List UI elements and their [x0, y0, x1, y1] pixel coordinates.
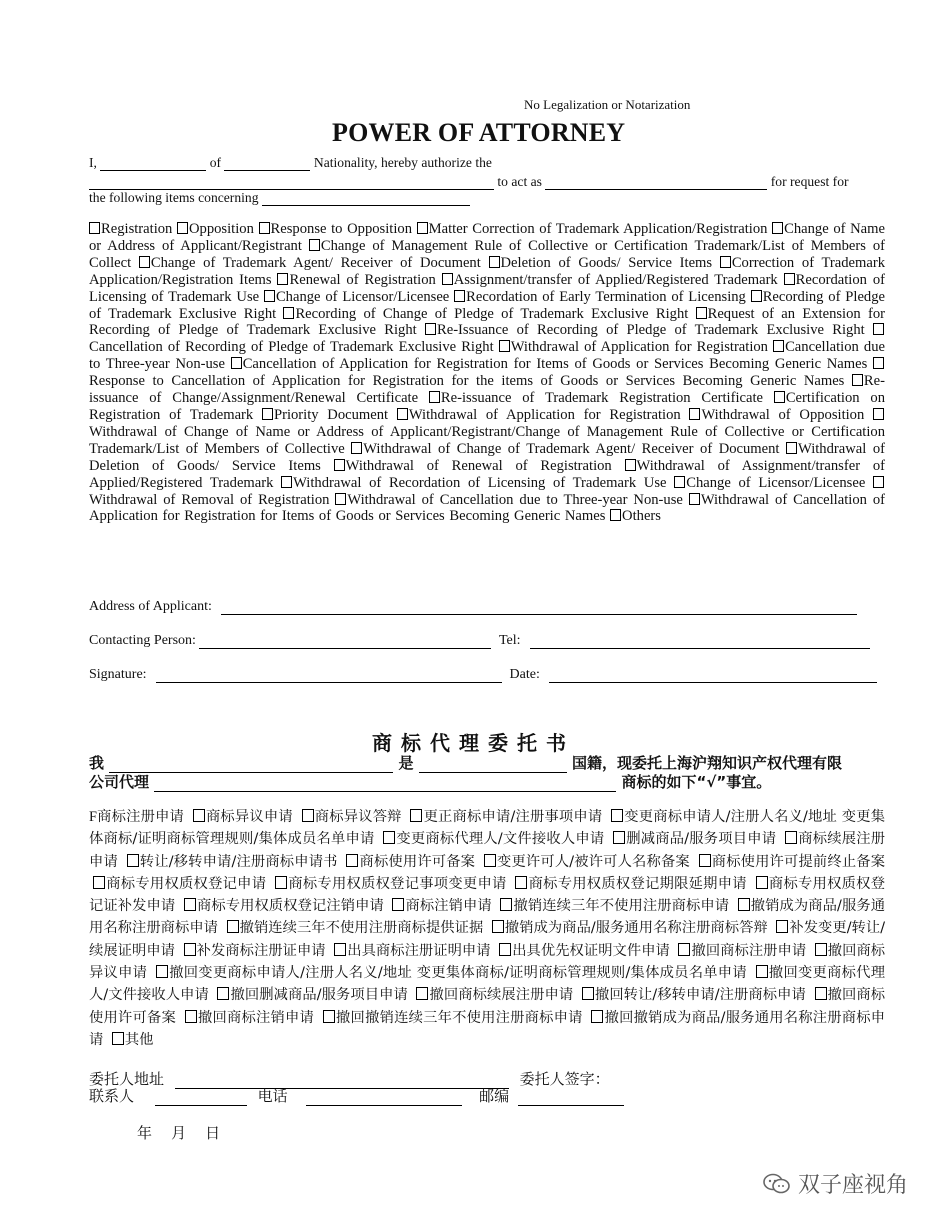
- en-checklist-label: Recordation of Early Termination of Licensing: [466, 288, 746, 305]
- cn-checklist-item: [330, 943, 490, 959]
- address-row: [89, 599, 857, 615]
- cn-checklist-label: 商标注销申请: [405, 898, 492, 915]
- watermark: [762, 1168, 908, 1199]
- following-items-label: the following items concerning: [89, 190, 259, 205]
- en-checklist-item: [442, 272, 778, 288]
- intro-line-2: [89, 174, 849, 190]
- cn-checklist-item: [298, 809, 402, 825]
- checkbox[interactable]: [815, 987, 827, 1000]
- checkbox[interactable]: [696, 307, 707, 319]
- cn-wo-label: 我: [89, 754, 105, 772]
- cn-checklist-label: 商标异议答辩: [314, 809, 402, 825]
- cn-checklist-label: 商标使用许可提前终止备案: [711, 853, 886, 870]
- en-checklist-label: Matter Correction of Trademark Application/Registration: [428, 221, 768, 237]
- cn-checklist-label: 撤销成为商品/服务通用名称注册商标申请: [89, 898, 886, 937]
- checkbox[interactable]: [392, 898, 404, 911]
- contact-row: [89, 633, 870, 649]
- checkbox[interactable]: [873, 476, 884, 488]
- cn-checklist-label: 撤回商标注销申请: [197, 1009, 315, 1026]
- en-checklist-label: Withdrawal of Recordation of Licensing of Trademark Use: [293, 474, 667, 491]
- checkbox[interactable]: [429, 391, 440, 403]
- cn-checklist-label: 商标专用权质权登记期限延期申请: [528, 875, 747, 892]
- en-checklist-item: [454, 289, 746, 305]
- checkbox[interactable]: [442, 273, 453, 285]
- tel-field[interactable]: [530, 634, 870, 649]
- en-checklist-label: Withdrawal of Removal of Registration: [89, 491, 330, 508]
- checkbox[interactable]: [756, 965, 768, 978]
- checkbox[interactable]: [281, 476, 292, 488]
- intro-line-1: [89, 155, 492, 171]
- cn-checklist-label: 变更商标申请人/注册人名义/地址 变更集体商标/证明商标管理规则/集体成员名单申请: [89, 809, 886, 848]
- checkbox[interactable]: [776, 920, 788, 933]
- checkbox[interactable]: [773, 340, 784, 352]
- checkbox[interactable]: [351, 442, 362, 454]
- checkbox[interactable]: [689, 408, 700, 420]
- cn-checklist-label: 商标专用权质权登记事项变更申请: [288, 875, 507, 892]
- cn-intro-line-2: [89, 771, 771, 792]
- legalization-notice: No Legalization or Notarization: [524, 97, 691, 112]
- for-request-label: for request for: [770, 174, 849, 189]
- en-checklist-label: Others: [622, 508, 661, 525]
- checkbox[interactable]: [302, 809, 314, 822]
- en-checklist-item: [262, 407, 388, 423]
- en-checklist-item: [397, 407, 681, 423]
- checkbox[interactable]: [489, 256, 500, 268]
- cn-checklist-label: 撤回变更商标申请人/注册人名义/地址 变更集体商标/证明商标管理规则/集体成员名单申请: [168, 965, 747, 982]
- en-checklist-item: [264, 289, 449, 305]
- checkbox[interactable]: [397, 408, 408, 420]
- checkbox[interactable]: [815, 943, 827, 956]
- cn-checklist-label: 出具商标注册证明申请: [347, 942, 491, 959]
- checkbox[interactable]: [231, 357, 242, 369]
- address-label: Address of Applicant:: [89, 599, 212, 614]
- en-checklist-label: Re-issuance of Trademark Registration Certificate: [440, 390, 763, 407]
- concerning-blank[interactable]: [262, 191, 470, 206]
- checkbox[interactable]: [873, 357, 884, 369]
- checkbox[interactable]: [785, 831, 797, 844]
- cn-checklist-label: 撤回撤销连续三年不使用注册商标申请: [335, 1009, 583, 1026]
- cn-checklist-label: 撤回商标续展注册申请: [429, 987, 574, 1004]
- checkbox[interactable]: [346, 854, 358, 867]
- cn-sign-label: 委托人签字：: [519, 1070, 610, 1088]
- en-checklist-label: Priority Document: [273, 406, 389, 423]
- checkbox[interactable]: [738, 898, 750, 911]
- nationality-text: Nationality, hereby authorize the: [313, 155, 492, 170]
- cn-checklist-label: 撤回转让/移转申请/注册商标申请: [594, 987, 806, 1004]
- en-checklist-label: Correction of Trademark Application/Registration Items: [89, 254, 886, 288]
- cn-trademark-blank[interactable]: [154, 777, 616, 792]
- cn-date-line: 年 月 日: [137, 1124, 221, 1142]
- en-checklist-item: [283, 306, 688, 322]
- checkbox[interactable]: [515, 876, 527, 889]
- cn-checklist-label: 撤销连续三年不使用注册商标申请: [513, 898, 730, 915]
- cn-document-title: 商标代理委托书: [372, 731, 575, 755]
- cn-contact-field[interactable]: [155, 1091, 247, 1106]
- cn-checklist-item: [180, 898, 384, 914]
- cn-checklist-label: 变更商标代理人/文件接收人申请: [396, 831, 605, 848]
- cn-checklist-item: [388, 898, 491, 914]
- cn-checklist-label: 撤回删减商品/服务项目申请: [230, 987, 408, 1004]
- cn-shi-label: 是: [398, 754, 414, 772]
- cn-checklist-label: 撤回撤销成为商品/服务通用名称注册商标申请: [89, 1009, 886, 1048]
- cn-checklist-item: [319, 1010, 583, 1026]
- checkbox[interactable]: [416, 987, 428, 1000]
- cn-contact-label: 联系人: [89, 1087, 135, 1105]
- checkbox[interactable]: [784, 273, 795, 285]
- checkbox[interactable]: [873, 323, 884, 335]
- en-checklist-item: [689, 407, 864, 423]
- cn-checklist-item: [578, 987, 806, 1003]
- en-checklist-item: [89, 221, 172, 237]
- cn-checklist-label: 补发变更/转让/续展证明申请: [89, 920, 886, 959]
- checkbox[interactable]: [499, 340, 510, 352]
- en-checklist-label: Withdrawal of Change of Name or Address of Applicant/Registrant/Change of Management Rule of Collective or Certification Trademark/List of Members of Collective: [89, 423, 885, 457]
- name-blank[interactable]: [100, 156, 206, 171]
- en-checklist-label: Cancellation of Application for Registration for Items of Goods or Services Becoming Generic Names: [242, 356, 868, 373]
- agent-blank[interactable]: [89, 175, 494, 190]
- checkbox[interactable]: [264, 290, 275, 302]
- en-checklist-label: Change of Management Rule of Collective or Certification Trademark/List of Members of Collect: [89, 237, 885, 271]
- cn-checklist-item: [480, 854, 690, 870]
- en-checklist-item: [425, 322, 865, 338]
- en-checklist-item: [351, 441, 779, 457]
- checkbox[interactable]: [309, 239, 320, 251]
- checkbox[interactable]: [751, 290, 762, 302]
- cn-checklist-item: [412, 987, 573, 1003]
- en-checklist-label: Withdrawal of Opposition: [701, 406, 865, 423]
- checkbox[interactable]: [689, 493, 700, 505]
- cn-checklist-label: 商标使用许可备案: [359, 853, 476, 870]
- en-checklist-label: Change of Licensor/Licensee: [275, 288, 450, 305]
- cn-commission-text: 国籍，现委托上海沪翔知识产权代理有限: [571, 754, 842, 772]
- cn-address-label: 委托人地址: [89, 1070, 165, 1088]
- cn-checklist-label: 撤回商标使用许可备案: [89, 987, 886, 1026]
- checkbox[interactable]: [674, 476, 685, 488]
- contact-label: Contacting Person:: [89, 633, 196, 648]
- en-checklist-label: Response to Opposition: [270, 221, 412, 237]
- en-checklist-label: Re-Issuance of Recording of Pledge of Trademark Exclusive Right: [436, 322, 865, 339]
- checkbox[interactable]: [591, 1010, 603, 1023]
- cn-checklist-label: 商标注册申请: [96, 809, 185, 825]
- checkbox[interactable]: [139, 256, 150, 268]
- cn-postcode-label: 邮编: [479, 1087, 510, 1105]
- signature-label: Signature:: [89, 667, 147, 682]
- en-checklist-label: Re-issuance of Change/Assignment/Renewal Certificate: [89, 373, 885, 407]
- cn-contact-row: [89, 1085, 624, 1106]
- cn-checklist-item: [180, 943, 326, 959]
- cn-checklist-label: 商标续展注册申请: [89, 831, 886, 870]
- checkbox[interactable]: [89, 222, 100, 234]
- checkbox[interactable]: [227, 920, 239, 933]
- en-checklist-label: Withdrawal of Renewal of Registration: [345, 457, 612, 474]
- checkbox[interactable]: [93, 876, 105, 889]
- cn-checklist-label: 撤销连续三年不使用注册商标提供证据: [239, 920, 484, 937]
- address-field[interactable]: [221, 600, 857, 615]
- checkbox[interactable]: [334, 459, 345, 471]
- en-checklist-label: Withdrawal of Application for Registration: [408, 406, 681, 423]
- en-checklist-item: [429, 390, 763, 406]
- cn-checklist-item: [89, 809, 184, 825]
- checkbox[interactable]: [873, 408, 884, 420]
- cn-checklist-item: [379, 831, 604, 847]
- checkbox[interactable]: [323, 1010, 335, 1023]
- en-checklist-item: [334, 458, 612, 474]
- checkbox[interactable]: [335, 493, 346, 505]
- checkbox[interactable]: [283, 307, 294, 319]
- cn-checklist-item: [496, 898, 729, 914]
- chinese-item-checklist: [89, 806, 885, 1051]
- act-as-blank[interactable]: [545, 175, 767, 190]
- cn-checklist-item: [495, 943, 670, 959]
- cn-checklist-label: 撤销成为商品/服务通用名称注册商标答辩: [504, 920, 768, 937]
- checkbox[interactable]: [492, 920, 504, 933]
- checkbox[interactable]: [184, 898, 196, 911]
- en-checklist-label: Withdrawal of Assignment/transfer of Applied/Registered Trademark: [89, 457, 885, 491]
- checkbox[interactable]: [156, 965, 168, 978]
- en-checklist-label: Change of Licensor/Licensee: [686, 474, 866, 491]
- tel-label: Tel:: [498, 633, 521, 648]
- en-checklist-label: Deletion of Goods/ Service Items: [500, 254, 713, 271]
- checkbox[interactable]: [275, 876, 287, 889]
- en-checklist-label: Request of an Extension for Recording of Pledge of Trademark Exclusive Right: [89, 305, 885, 339]
- cn-checklist-item: [108, 1032, 154, 1048]
- checkbox[interactable]: [184, 943, 196, 956]
- cn-checklist-label: 转让/移转申请/注册商标申请书: [139, 853, 338, 870]
- intro-line-3: [89, 190, 470, 206]
- cn-postcode-field[interactable]: [518, 1091, 624, 1106]
- english-item-checklist: [89, 221, 885, 525]
- cn-intro-line-1: [89, 752, 842, 773]
- checkbox[interactable]: [625, 459, 636, 471]
- cn-checklist-label: 商标异议申请: [205, 809, 293, 825]
- en-checklist-label: Certification on Registration of Trademark: [89, 390, 885, 423]
- en-checklist-label: Recording of Pledge of Trademark Exclusive Right: [89, 288, 885, 322]
- en-checklist-label: Withdrawal of Deletion of Goods/ Service Items: [89, 440, 885, 474]
- cn-checklist-item: [342, 854, 475, 870]
- watermark-text: 双子座视角: [798, 1173, 909, 1198]
- en-checklist-item: [417, 221, 768, 237]
- contact-field[interactable]: [199, 634, 491, 649]
- checkbox[interactable]: [112, 1032, 124, 1045]
- en-checklist-label: Withdrawal of Application for Registration: [510, 339, 768, 356]
- en-checklist-item: [139, 255, 481, 271]
- checkbox[interactable]: [610, 509, 621, 521]
- cn-checklist-label: 撤回商标注册申请: [691, 942, 807, 959]
- cn-checklist-item: [223, 920, 484, 936]
- cn-checklist-label: 商标专用权质权登记申请: [106, 875, 267, 892]
- date-field[interactable]: [549, 668, 877, 683]
- en-checklist-item: [610, 508, 661, 524]
- cn-checklist-item: [488, 920, 768, 936]
- checkbox[interactable]: [185, 1010, 197, 1023]
- cn-checklist-item: [152, 965, 747, 981]
- cn-checklist-item: [609, 831, 776, 847]
- cn-checklist-item: [695, 854, 885, 870]
- en-checklist-item: [231, 356, 868, 372]
- cn-phone-field[interactable]: [306, 1091, 462, 1106]
- checkbox[interactable]: [334, 943, 346, 956]
- en-checklist-label: Cancellation of Recording of Pledge of Trademark Exclusive Right: [89, 339, 494, 356]
- cn-checklist-label: 商标专用权质权登记注销申请: [196, 898, 384, 915]
- checkbox[interactable]: [756, 876, 768, 889]
- cn-checklist-label: 其他: [124, 1031, 154, 1048]
- en-checklist-label: Withdrawal of Cancellation due to Three-year Non-use: [347, 491, 683, 508]
- cn-checklist-label: 撤回变更商标代理人/文件接收人申请: [89, 965, 886, 1004]
- checkbox[interactable]: [259, 222, 270, 234]
- wechat-icon: [762, 1172, 792, 1196]
- date-label: Date:: [509, 667, 540, 682]
- cn-checklist-label: 出具优先权证明文件申请: [512, 942, 670, 959]
- en-checklist-item: [259, 221, 412, 237]
- cn-checklist-label: 商标专用权质权登记证补发申请: [89, 875, 886, 915]
- checkbox[interactable]: [177, 222, 188, 234]
- checkbox[interactable]: [499, 943, 511, 956]
- checkbox[interactable]: [484, 854, 496, 867]
- of-blank[interactable]: [224, 156, 310, 171]
- en-checklist-label: Response to Cancellation of Application for Registration for the items of Goods or Services Becoming Generic Names: [89, 373, 845, 390]
- checkbox[interactable]: [774, 391, 785, 403]
- cn-checklist-label: 变更许可人/被许可人名称备案: [496, 853, 690, 870]
- cn-matters-text: 商标的如下“√”事宜。: [621, 773, 772, 791]
- document-title: POWER OF ATTORNEY: [332, 118, 626, 147]
- cn-checklist-label: 撤回商标异议申请: [89, 942, 886, 982]
- en-checklist-item: [177, 221, 254, 237]
- checkbox[interactable]: [127, 854, 139, 867]
- en-checklist-item: [277, 272, 435, 288]
- cn-checklist-item: [271, 876, 506, 892]
- cn-checklist-item: [181, 1010, 314, 1026]
- cn-first-item-prefix: F: [89, 809, 97, 825]
- signature-row: [89, 667, 877, 683]
- en-checklist-item: [281, 475, 666, 491]
- en-checklist-label: Change of Trademark Agent/ Receiver of Document: [150, 254, 481, 271]
- en-checklist-item: [335, 492, 682, 508]
- checkbox[interactable]: [500, 898, 512, 911]
- cn-checklist-item: [406, 809, 602, 825]
- checkbox[interactable]: [262, 408, 273, 420]
- cn-checklist-item: [89, 876, 266, 892]
- en-checklist-label: Cancellation due to Three-year Non-use: [89, 339, 885, 373]
- cn-agent-label: 公司代理: [89, 773, 150, 791]
- checkbox[interactable]: [613, 831, 625, 844]
- signature-field[interactable]: [156, 668, 502, 683]
- cn-checklist-label: 补发商标注册证申请: [196, 942, 326, 959]
- i-label: I,: [89, 155, 97, 170]
- checkbox[interactable]: [786, 442, 797, 454]
- checkbox[interactable]: [277, 273, 288, 285]
- en-checklist-item: [674, 475, 865, 491]
- en-checklist-label: Registration: [101, 221, 173, 237]
- checkbox[interactable]: [678, 943, 690, 956]
- checkbox[interactable]: [417, 222, 428, 234]
- en-checklist-item: [499, 339, 768, 355]
- en-checklist-label: Recordation of Licensing of Trademark Use: [89, 271, 885, 305]
- cn-checklist-label: 删减商品/服务项目申请: [626, 831, 777, 848]
- cn-checklist-label: 更正商标申请/注册事项申请: [423, 809, 603, 825]
- checkbox[interactable]: [454, 290, 465, 302]
- en-checklist-label: Change of Name or Address of Applicant/Registrant: [89, 221, 885, 254]
- checkbox[interactable]: [699, 854, 711, 867]
- to-act-as-label: to act as: [497, 174, 542, 189]
- cn-checklist-item: [189, 809, 293, 825]
- en-checklist-label: Renewal of Registration: [289, 271, 436, 288]
- checkbox[interactable]: [410, 809, 422, 822]
- checkbox[interactable]: [611, 809, 623, 822]
- checkbox[interactable]: [852, 374, 863, 386]
- checkbox[interactable]: [383, 831, 395, 844]
- cn-checklist-item: [123, 854, 338, 870]
- checkbox[interactable]: [193, 809, 205, 822]
- en-checklist-label: Withdrawal of Cancellation of Application for Registration for Items of Goods or Services Becoming Generic Names: [89, 491, 886, 525]
- cn-checklist-item: [213, 987, 407, 1003]
- checkbox[interactable]: [425, 323, 436, 335]
- checkbox[interactable]: [582, 987, 594, 1000]
- cn-phone-label: 电话: [257, 1087, 288, 1105]
- en-checklist-label: Withdrawal of Change of Trademark Agent/ Receiver of Document: [363, 440, 780, 457]
- cn-checklist-item: [511, 876, 746, 892]
- en-checklist-label: Opposition: [189, 221, 254, 237]
- of-label: of: [209, 155, 222, 170]
- en-checklist-label: Assignment/transfer of Applied/Registered Trademark: [453, 271, 778, 288]
- cn-checklist-item: [674, 943, 806, 959]
- checkbox[interactable]: [217, 987, 229, 1000]
- checkbox[interactable]: [720, 256, 731, 268]
- en-checklist-item: [489, 255, 713, 271]
- en-checklist-label: Recording of Change of Pledge of Trademark Exclusive Right: [295, 305, 689, 322]
- checkbox[interactable]: [772, 222, 783, 234]
